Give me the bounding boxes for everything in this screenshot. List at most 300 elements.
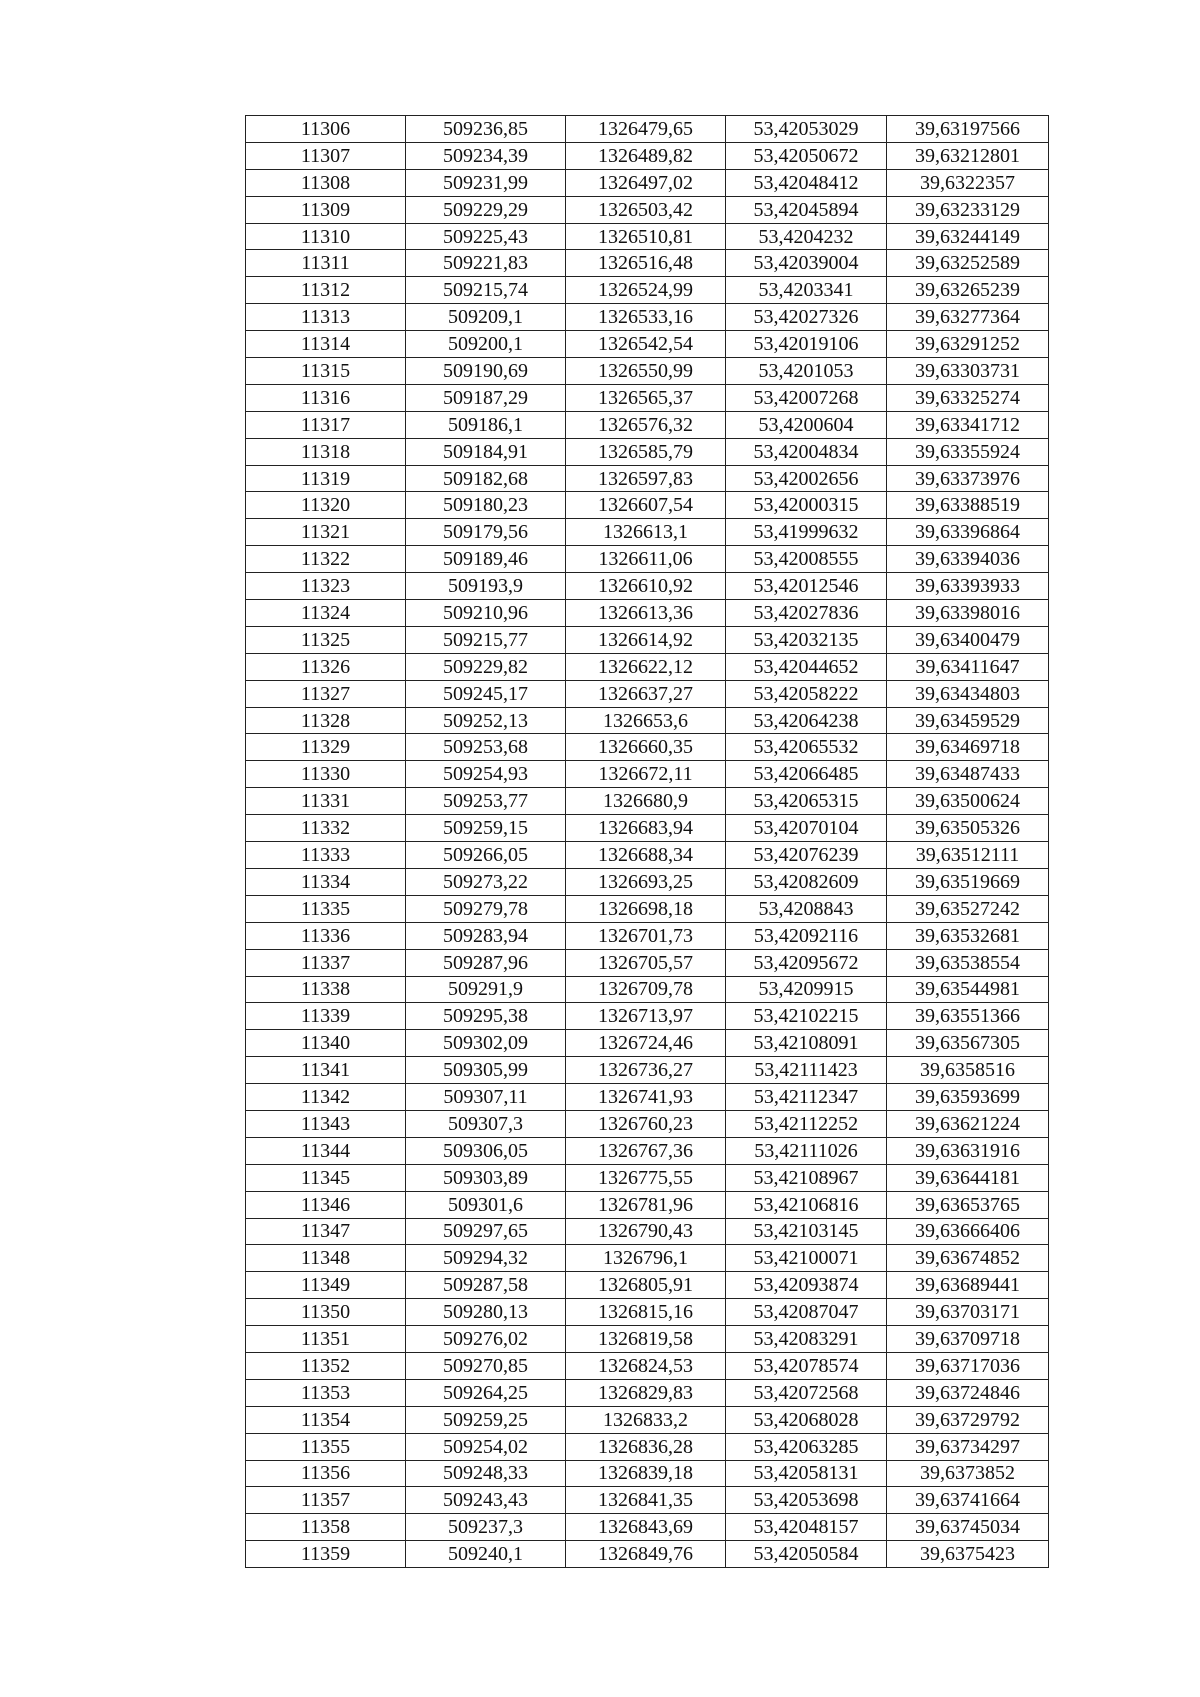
table-row (246, 976, 1049, 1003)
latitude-cell: 53,42058131 (726, 1460, 887, 1487)
table-row (246, 331, 1049, 358)
table-row (246, 815, 1049, 842)
x-coordinate-cell: 509254,02 (406, 1433, 566, 1460)
point-number-cell: 11307 (246, 142, 406, 169)
y-coordinate-cell: 1326613,36 (566, 600, 726, 627)
longitude-cell: 39,63741664 (887, 1487, 1049, 1514)
y-coordinate-cell: 1326841,35 (566, 1487, 726, 1514)
longitude-cell: 39,63653765 (887, 1191, 1049, 1218)
x-coordinate-cell: 509279,78 (406, 895, 566, 922)
longitude-cell: 39,63459529 (887, 707, 1049, 734)
x-coordinate-cell: 509248,33 (406, 1460, 566, 1487)
x-coordinate-cell: 509182,68 (406, 465, 566, 492)
latitude-cell: 53,42048157 (726, 1514, 887, 1541)
point-number-cell: 11316 (246, 384, 406, 411)
y-coordinate-cell: 1326585,79 (566, 438, 726, 465)
table-row (246, 384, 1049, 411)
point-number-cell: 11314 (246, 331, 406, 358)
longitude-cell: 39,6358516 (887, 1057, 1049, 1084)
table-row (246, 1272, 1049, 1299)
table-row (246, 680, 1049, 707)
longitude-cell: 39,63487433 (887, 761, 1049, 788)
y-coordinate-cell: 1326824,53 (566, 1352, 726, 1379)
point-number-cell: 11356 (246, 1460, 406, 1487)
latitude-cell: 53,42108967 (726, 1164, 887, 1191)
latitude-cell: 53,42008555 (726, 546, 887, 573)
x-coordinate-cell: 509287,96 (406, 949, 566, 976)
table-row (246, 922, 1049, 949)
latitude-cell: 53,42082609 (726, 868, 887, 895)
longitude-cell: 39,63538554 (887, 949, 1049, 976)
longitude-cell: 39,63400479 (887, 626, 1049, 653)
point-number-cell: 11351 (246, 1326, 406, 1353)
x-coordinate-cell: 509254,93 (406, 761, 566, 788)
point-number-cell: 11337 (246, 949, 406, 976)
x-coordinate-cell: 509209,1 (406, 304, 566, 331)
y-coordinate-cell: 1326550,99 (566, 358, 726, 385)
y-coordinate-cell: 1326698,18 (566, 895, 726, 922)
y-coordinate-cell: 1326613,1 (566, 519, 726, 546)
y-coordinate-cell: 1326565,37 (566, 384, 726, 411)
x-coordinate-cell: 509302,09 (406, 1030, 566, 1057)
longitude-cell: 39,63729792 (887, 1406, 1049, 1433)
x-coordinate-cell: 509294,32 (406, 1245, 566, 1272)
x-coordinate-cell: 509180,23 (406, 492, 566, 519)
point-number-cell: 11321 (246, 519, 406, 546)
longitude-cell: 39,63394036 (887, 546, 1049, 573)
longitude-cell: 39,63644181 (887, 1164, 1049, 1191)
y-coordinate-cell: 1326815,16 (566, 1299, 726, 1326)
longitude-cell: 39,6375423 (887, 1541, 1049, 1568)
y-coordinate-cell: 1326683,94 (566, 815, 726, 842)
table-row (246, 1084, 1049, 1111)
x-coordinate-cell: 509237,3 (406, 1514, 566, 1541)
x-coordinate-cell: 509240,1 (406, 1541, 566, 1568)
point-number-cell: 11306 (246, 116, 406, 143)
latitude-cell: 53,42093874 (726, 1272, 887, 1299)
y-coordinate-cell: 1326760,23 (566, 1110, 726, 1137)
point-number-cell: 11349 (246, 1272, 406, 1299)
x-coordinate-cell: 509259,15 (406, 815, 566, 842)
latitude-cell: 53,42007268 (726, 384, 887, 411)
longitude-cell: 39,63621224 (887, 1110, 1049, 1137)
x-coordinate-cell: 509210,96 (406, 600, 566, 627)
point-number-cell: 11326 (246, 653, 406, 680)
table-row (246, 1299, 1049, 1326)
table-row (246, 734, 1049, 761)
table-row (246, 116, 1049, 143)
point-number-cell: 11333 (246, 842, 406, 869)
longitude-cell: 39,63265239 (887, 277, 1049, 304)
latitude-cell: 53,42050584 (726, 1541, 887, 1568)
longitude-cell: 39,63252589 (887, 250, 1049, 277)
longitude-cell: 39,63373976 (887, 465, 1049, 492)
point-number-cell: 11320 (246, 492, 406, 519)
point-number-cell: 11346 (246, 1191, 406, 1218)
table-row (246, 1352, 1049, 1379)
y-coordinate-cell: 1326688,34 (566, 842, 726, 869)
table-row (246, 1218, 1049, 1245)
y-coordinate-cell: 1326843,69 (566, 1514, 726, 1541)
y-coordinate-cell: 1326693,25 (566, 868, 726, 895)
longitude-cell: 39,63703171 (887, 1299, 1049, 1326)
table-row (246, 223, 1049, 250)
table-row (246, 1191, 1049, 1218)
latitude-cell: 53,42004834 (726, 438, 887, 465)
point-number-cell: 11313 (246, 304, 406, 331)
y-coordinate-cell: 1326819,58 (566, 1326, 726, 1353)
longitude-cell: 39,63551366 (887, 1003, 1049, 1030)
longitude-cell: 39,63724846 (887, 1379, 1049, 1406)
latitude-cell: 53,42076239 (726, 842, 887, 869)
latitude-cell: 53,42111026 (726, 1137, 887, 1164)
x-coordinate-cell: 509186,1 (406, 411, 566, 438)
x-coordinate-cell: 509184,91 (406, 438, 566, 465)
longitude-cell: 39,63689441 (887, 1272, 1049, 1299)
latitude-cell: 53,42053698 (726, 1487, 887, 1514)
point-number-cell: 11353 (246, 1379, 406, 1406)
x-coordinate-cell: 509307,3 (406, 1110, 566, 1137)
y-coordinate-cell: 1326533,16 (566, 304, 726, 331)
table-row (246, 304, 1049, 331)
x-coordinate-cell: 509295,38 (406, 1003, 566, 1030)
latitude-cell: 53,42102215 (726, 1003, 887, 1030)
table-row (246, 1110, 1049, 1137)
point-number-cell: 11354 (246, 1406, 406, 1433)
y-coordinate-cell: 1326713,97 (566, 1003, 726, 1030)
table-row (246, 600, 1049, 627)
latitude-cell: 53,42100071 (726, 1245, 887, 1272)
latitude-cell: 53,4204232 (726, 223, 887, 250)
point-number-cell: 11328 (246, 707, 406, 734)
x-coordinate-cell: 509266,05 (406, 842, 566, 869)
latitude-cell: 53,42112252 (726, 1110, 887, 1137)
x-coordinate-cell: 509234,39 (406, 142, 566, 169)
table-row (246, 1379, 1049, 1406)
longitude-cell: 39,63411647 (887, 653, 1049, 680)
y-coordinate-cell: 1326796,1 (566, 1245, 726, 1272)
x-coordinate-cell: 509229,29 (406, 196, 566, 223)
latitude-cell: 53,42012546 (726, 573, 887, 600)
latitude-cell: 53,42065315 (726, 788, 887, 815)
latitude-cell: 53,42068028 (726, 1406, 887, 1433)
y-coordinate-cell: 1326849,76 (566, 1541, 726, 1568)
x-coordinate-cell: 509252,13 (406, 707, 566, 734)
x-coordinate-cell: 509179,56 (406, 519, 566, 546)
table-row (246, 788, 1049, 815)
y-coordinate-cell: 1326741,93 (566, 1084, 726, 1111)
y-coordinate-cell: 1326701,73 (566, 922, 726, 949)
longitude-cell: 39,63674852 (887, 1245, 1049, 1272)
x-coordinate-cell: 509215,74 (406, 277, 566, 304)
table-row (246, 1245, 1049, 1272)
longitude-cell: 39,63291252 (887, 331, 1049, 358)
y-coordinate-cell: 1326479,65 (566, 116, 726, 143)
table-row (246, 519, 1049, 546)
x-coordinate-cell: 509189,46 (406, 546, 566, 573)
y-coordinate-cell: 1326524,99 (566, 277, 726, 304)
y-coordinate-cell: 1326597,83 (566, 465, 726, 492)
y-coordinate-cell: 1326614,92 (566, 626, 726, 653)
y-coordinate-cell: 1326542,54 (566, 331, 726, 358)
latitude-cell: 53,42078574 (726, 1352, 887, 1379)
table-row (246, 842, 1049, 869)
longitude-cell: 39,63631916 (887, 1137, 1049, 1164)
latitude-cell: 53,42039004 (726, 250, 887, 277)
x-coordinate-cell: 509253,77 (406, 788, 566, 815)
table-row (246, 169, 1049, 196)
point-number-cell: 11348 (246, 1245, 406, 1272)
table-row (246, 277, 1049, 304)
table-row (246, 1406, 1049, 1433)
table-row (246, 707, 1049, 734)
y-coordinate-cell: 1326680,9 (566, 788, 726, 815)
table-row (246, 653, 1049, 680)
point-number-cell: 11345 (246, 1164, 406, 1191)
x-coordinate-cell: 509307,11 (406, 1084, 566, 1111)
longitude-cell: 39,63325274 (887, 384, 1049, 411)
latitude-cell: 53,42045894 (726, 196, 887, 223)
y-coordinate-cell: 1326622,12 (566, 653, 726, 680)
y-coordinate-cell: 1326672,11 (566, 761, 726, 788)
latitude-cell: 53,42058222 (726, 680, 887, 707)
latitude-cell: 53,42106816 (726, 1191, 887, 1218)
point-number-cell: 11324 (246, 600, 406, 627)
table-row (246, 250, 1049, 277)
x-coordinate-cell: 509276,02 (406, 1326, 566, 1353)
longitude-cell: 39,63434803 (887, 680, 1049, 707)
y-coordinate-cell: 1326516,48 (566, 250, 726, 277)
x-coordinate-cell: 509291,9 (406, 976, 566, 1003)
latitude-cell: 53,4200604 (726, 411, 887, 438)
table-row (246, 1433, 1049, 1460)
point-number-cell: 11318 (246, 438, 406, 465)
y-coordinate-cell: 1326736,27 (566, 1057, 726, 1084)
point-number-cell: 11344 (246, 1137, 406, 1164)
x-coordinate-cell: 509283,94 (406, 922, 566, 949)
point-number-cell: 11325 (246, 626, 406, 653)
y-coordinate-cell: 1326775,55 (566, 1164, 726, 1191)
y-coordinate-cell: 1326833,2 (566, 1406, 726, 1433)
table-row (246, 1030, 1049, 1057)
latitude-cell: 53,42050672 (726, 142, 887, 169)
x-coordinate-cell: 509187,29 (406, 384, 566, 411)
table-row (246, 573, 1049, 600)
latitude-cell: 53,42002656 (726, 465, 887, 492)
table-row (246, 1460, 1049, 1487)
table-row (246, 1514, 1049, 1541)
y-coordinate-cell: 1326611,06 (566, 546, 726, 573)
x-coordinate-cell: 509236,85 (406, 116, 566, 143)
longitude-cell: 39,63745034 (887, 1514, 1049, 1541)
latitude-cell: 53,42103145 (726, 1218, 887, 1245)
x-coordinate-cell: 509243,43 (406, 1487, 566, 1514)
longitude-cell: 39,63303731 (887, 358, 1049, 385)
x-coordinate-cell: 509259,25 (406, 1406, 566, 1433)
table-row (246, 1487, 1049, 1514)
latitude-cell: 53,42066485 (726, 761, 887, 788)
latitude-cell: 53,42072568 (726, 1379, 887, 1406)
longitude-cell: 39,6322357 (887, 169, 1049, 196)
longitude-cell: 39,63666406 (887, 1218, 1049, 1245)
coordinates-table-body (246, 116, 1049, 1568)
longitude-cell: 39,63244149 (887, 223, 1049, 250)
x-coordinate-cell: 509270,85 (406, 1352, 566, 1379)
table-row (246, 1541, 1049, 1568)
latitude-cell: 53,42087047 (726, 1299, 887, 1326)
longitude-cell: 39,63544981 (887, 976, 1049, 1003)
longitude-cell: 39,63341712 (887, 411, 1049, 438)
y-coordinate-cell: 1326510,81 (566, 223, 726, 250)
table-row (246, 868, 1049, 895)
longitude-cell: 39,63593699 (887, 1084, 1049, 1111)
table-row (246, 142, 1049, 169)
point-number-cell: 11347 (246, 1218, 406, 1245)
longitude-cell: 39,63532681 (887, 922, 1049, 949)
point-number-cell: 11341 (246, 1057, 406, 1084)
longitude-cell: 39,63212801 (887, 142, 1049, 169)
latitude-cell: 53,42108091 (726, 1030, 887, 1057)
latitude-cell: 53,42065532 (726, 734, 887, 761)
table-row (246, 411, 1049, 438)
point-number-cell: 11334 (246, 868, 406, 895)
y-coordinate-cell: 1326607,54 (566, 492, 726, 519)
longitude-cell: 39,63567305 (887, 1030, 1049, 1057)
y-coordinate-cell: 1326660,35 (566, 734, 726, 761)
longitude-cell: 39,63233129 (887, 196, 1049, 223)
y-coordinate-cell: 1326781,96 (566, 1191, 726, 1218)
x-coordinate-cell: 509225,43 (406, 223, 566, 250)
x-coordinate-cell: 509200,1 (406, 331, 566, 358)
longitude-cell: 39,63469718 (887, 734, 1049, 761)
latitude-cell: 53,42027326 (726, 304, 887, 331)
latitude-cell: 53,42027836 (726, 600, 887, 627)
point-number-cell: 11340 (246, 1030, 406, 1057)
latitude-cell: 53,42070104 (726, 815, 887, 842)
point-number-cell: 11330 (246, 761, 406, 788)
point-number-cell: 11310 (246, 223, 406, 250)
latitude-cell: 53,42000315 (726, 492, 887, 519)
x-coordinate-cell: 509229,82 (406, 653, 566, 680)
point-number-cell: 11358 (246, 1514, 406, 1541)
point-number-cell: 11311 (246, 250, 406, 277)
latitude-cell: 53,4201053 (726, 358, 887, 385)
x-coordinate-cell: 509303,89 (406, 1164, 566, 1191)
point-number-cell: 11327 (246, 680, 406, 707)
point-number-cell: 11338 (246, 976, 406, 1003)
y-coordinate-cell: 1326805,91 (566, 1272, 726, 1299)
y-coordinate-cell: 1326705,57 (566, 949, 726, 976)
x-coordinate-cell: 509253,68 (406, 734, 566, 761)
longitude-cell: 39,63527242 (887, 895, 1049, 922)
table-row (246, 895, 1049, 922)
y-coordinate-cell: 1326576,32 (566, 411, 726, 438)
table-row (246, 949, 1049, 976)
table-row (246, 492, 1049, 519)
longitude-cell: 39,63500624 (887, 788, 1049, 815)
y-coordinate-cell: 1326790,43 (566, 1218, 726, 1245)
latitude-cell: 53,4209915 (726, 976, 887, 1003)
table-row (246, 196, 1049, 223)
point-number-cell: 11329 (246, 734, 406, 761)
y-coordinate-cell: 1326724,46 (566, 1030, 726, 1057)
table-row (246, 1137, 1049, 1164)
y-coordinate-cell: 1326497,02 (566, 169, 726, 196)
x-coordinate-cell: 509301,6 (406, 1191, 566, 1218)
longitude-cell: 39,63197566 (887, 116, 1049, 143)
longitude-cell: 39,63709718 (887, 1326, 1049, 1353)
longitude-cell: 39,63717036 (887, 1352, 1049, 1379)
longitude-cell: 39,63512111 (887, 842, 1049, 869)
y-coordinate-cell: 1326839,18 (566, 1460, 726, 1487)
longitude-cell: 39,6373852 (887, 1460, 1049, 1487)
table-row (246, 546, 1049, 573)
table-row (246, 1164, 1049, 1191)
latitude-cell: 53,42032135 (726, 626, 887, 653)
x-coordinate-cell: 509215,77 (406, 626, 566, 653)
coordinates-table (245, 115, 1049, 1568)
latitude-cell: 53,42064238 (726, 707, 887, 734)
x-coordinate-cell: 509245,17 (406, 680, 566, 707)
latitude-cell: 53,42044652 (726, 653, 887, 680)
latitude-cell: 53,42111423 (726, 1057, 887, 1084)
longitude-cell: 39,63388519 (887, 492, 1049, 519)
latitude-cell: 53,42048412 (726, 169, 887, 196)
y-coordinate-cell: 1326836,28 (566, 1433, 726, 1460)
latitude-cell: 53,42092116 (726, 922, 887, 949)
y-coordinate-cell: 1326767,36 (566, 1137, 726, 1164)
table-row (246, 438, 1049, 465)
latitude-cell: 53,4203341 (726, 277, 887, 304)
table-row (246, 358, 1049, 385)
latitude-cell: 53,41999632 (726, 519, 887, 546)
y-coordinate-cell: 1326653,6 (566, 707, 726, 734)
point-number-cell: 11331 (246, 788, 406, 815)
latitude-cell: 53,42112347 (726, 1084, 887, 1111)
x-coordinate-cell: 509264,25 (406, 1379, 566, 1406)
y-coordinate-cell: 1326829,83 (566, 1379, 726, 1406)
point-number-cell: 11336 (246, 922, 406, 949)
x-coordinate-cell: 509190,69 (406, 358, 566, 385)
longitude-cell: 39,63734297 (887, 1433, 1049, 1460)
longitude-cell: 39,63519669 (887, 868, 1049, 895)
x-coordinate-cell: 509306,05 (406, 1137, 566, 1164)
point-number-cell: 11308 (246, 169, 406, 196)
point-number-cell: 11342 (246, 1084, 406, 1111)
longitude-cell: 39,63398016 (887, 600, 1049, 627)
point-number-cell: 11352 (246, 1352, 406, 1379)
latitude-cell: 53,42019106 (726, 331, 887, 358)
point-number-cell: 11343 (246, 1110, 406, 1137)
x-coordinate-cell: 509297,65 (406, 1218, 566, 1245)
longitude-cell: 39,63355924 (887, 438, 1049, 465)
x-coordinate-cell: 509193,9 (406, 573, 566, 600)
longitude-cell: 39,63505326 (887, 815, 1049, 842)
latitude-cell: 53,42083291 (726, 1326, 887, 1353)
longitude-cell: 39,63396864 (887, 519, 1049, 546)
point-number-cell: 11332 (246, 815, 406, 842)
y-coordinate-cell: 1326637,27 (566, 680, 726, 707)
y-coordinate-cell: 1326489,82 (566, 142, 726, 169)
longitude-cell: 39,63277364 (887, 304, 1049, 331)
point-number-cell: 11317 (246, 411, 406, 438)
table-row (246, 761, 1049, 788)
point-number-cell: 11359 (246, 1541, 406, 1568)
x-coordinate-cell: 509221,83 (406, 250, 566, 277)
table-row (246, 1057, 1049, 1084)
point-number-cell: 11319 (246, 465, 406, 492)
latitude-cell: 53,42053029 (726, 116, 887, 143)
